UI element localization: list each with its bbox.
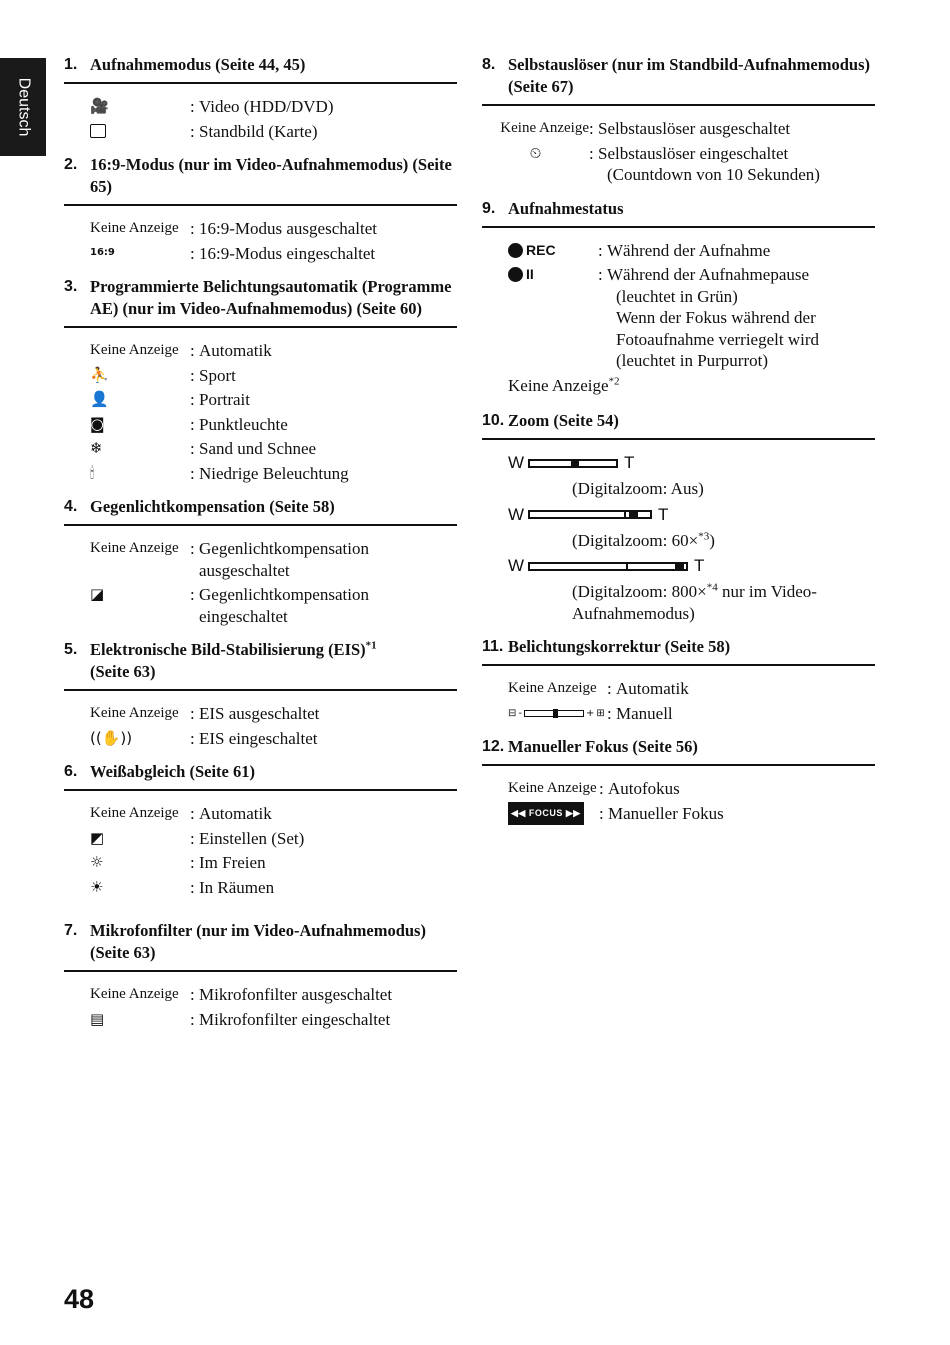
mic-filter-icon: ▤ <box>90 1009 105 1028</box>
section-zoom <box>482 410 875 624</box>
zoom-bar <box>528 510 652 519</box>
key-text: Keine Anzeige <box>90 705 179 721</box>
list-item: ◀◀ FOCUS ▶▶ : Manueller Fokus <box>482 803 875 825</box>
value-text: EIS ausgeschaltet <box>199 704 320 723</box>
value-text: Punktleuchte <box>199 414 288 434</box>
section-title: 16:9-Modus (nur im Video-Aufnahmemodus) (Seite 65) <box>90 155 452 196</box>
key-label <box>64 703 190 725</box>
language-tab-label: Deutsch <box>15 77 33 137</box>
value-text: 16:9-Modus ausgeschaltet <box>199 219 377 238</box>
section-heading <box>64 54 457 84</box>
right-column <box>482 54 875 836</box>
section-number: 11. <box>482 638 504 655</box>
section-heading <box>64 920 457 972</box>
key-text: Keine Anzeige <box>90 540 179 556</box>
value-text: Manueller Fokus <box>608 803 724 823</box>
bulb-icon: ☀ <box>90 877 104 896</box>
page-number: 48 <box>64 1284 95 1314</box>
value-text: Sand und Schnee <box>199 439 317 458</box>
value-text: Gegenlichtkompensation ausgeschaltet <box>199 539 369 580</box>
value-continuation: (Countdown von 10 Sekunden) <box>607 165 820 184</box>
value-text: Selbstauslöser ausgeschaltet <box>598 119 791 138</box>
footnote-marker: *3 <box>698 529 710 542</box>
value-text: Niedrige Beleuchtung <box>199 463 349 483</box>
value-continuation: (leuchtet in Purpurrot) <box>616 351 769 370</box>
value-text: Mikrofonfilter eingeschaltet <box>199 1009 391 1029</box>
zoom-wide-label: W <box>508 504 525 524</box>
section-heading <box>64 761 457 791</box>
section-6 <box>64 761 457 898</box>
key-text: Keine Anzeige <box>90 342 179 358</box>
list-item: ☀ : In Räumen <box>64 877 457 899</box>
list-item: ◩ : Einstellen (Set) <box>64 828 457 850</box>
value-text: Automatik <box>616 679 689 698</box>
sun-icon: ☼ <box>90 853 104 872</box>
key-label <box>64 538 190 560</box>
zoom-tele-label: T <box>658 504 669 524</box>
section-1 <box>64 54 457 142</box>
value-text: Video (HDD/DVD) <box>199 97 334 116</box>
zoom-caption: (Digitalzoom: Aus) <box>572 479 704 498</box>
section-heading <box>64 154 457 206</box>
section-number: 2. <box>64 156 78 173</box>
key-label <box>64 984 190 1006</box>
key-label <box>64 803 190 825</box>
section-number: 12. <box>482 738 505 755</box>
section-heading <box>64 276 457 328</box>
sport-icon: ⛹ <box>90 365 109 384</box>
rec-label: REC <box>526 241 556 258</box>
low-light-icon: 🕯 <box>90 463 95 482</box>
key-label <box>64 218 190 240</box>
key-label <box>482 778 599 800</box>
section-7 <box>64 920 457 1030</box>
language-tab <box>0 58 46 156</box>
wide-16-9-icon: 16:9 <box>90 247 115 259</box>
spotlight-icon: ◙ <box>90 414 105 433</box>
video-camera-icon: 🎥 <box>90 97 109 116</box>
section-number: 3. <box>64 278 78 295</box>
zoom-tele-label: T <box>694 556 705 575</box>
list-item: ⏲ : Selbstauslöser eingeschaltet (Countdown von 10 Sekunden) <box>482 143 875 186</box>
pause-indicator-icon <box>482 264 598 286</box>
footnote-marker: *1 <box>365 639 377 652</box>
list-item: Keine Anzeige : 16:9-Modus ausgeschaltet <box>64 218 457 240</box>
zoom-bar <box>528 562 688 571</box>
section-title: Aufnahmestatus <box>508 198 624 218</box>
list-item: ((✋)) : EIS eingeschaltet <box>64 728 457 750</box>
list-item: ❄ : Sand und Schnee <box>64 438 457 460</box>
section-title: Programmierte Belichtungsautomatik (Programme AE) (nur im Video-Aufnahmemodus) (Seite 60) <box>90 277 452 318</box>
key-label <box>482 118 589 140</box>
pause-label: II <box>526 266 534 282</box>
section-manual-focus <box>482 736 875 824</box>
value-text: Selbstauslöser eingeschaltet <box>598 143 789 163</box>
value-continuation: Wenn der Fokus während der <box>616 308 816 327</box>
value-text: Während der Aufnahmepause <box>607 265 810 284</box>
section-heading <box>482 198 875 228</box>
section-title: Aufnahmemodus (Seite 44, 45) <box>90 55 306 74</box>
value-text: In Räumen <box>199 877 275 897</box>
backlight-icon: ◪ <box>90 585 105 604</box>
section-5 <box>64 639 457 749</box>
card-icon <box>64 121 190 143</box>
list-item: Keine Anzeige : Automatik <box>482 678 875 700</box>
footnote-marker: *2 <box>608 374 620 387</box>
section-self-timer <box>482 54 875 186</box>
list-item: Keine Anzeige : Selbstauslöser ausgeschaltet <box>482 118 875 140</box>
section-number: 5. <box>64 641 78 658</box>
value-text: Gegenlichtkompensation eingeschaltet <box>199 585 369 626</box>
list-item: Keine Anzeige : EIS ausgeschaltet <box>64 703 457 725</box>
portrait-icon: 👤 <box>90 390 109 409</box>
section-exposure <box>482 636 875 724</box>
left-column <box>64 54 457 1042</box>
value-text: Automatik <box>199 804 272 823</box>
list-item: 16:9 : 16:9-Modus eingeschaltet <box>64 243 457 265</box>
key-text: Keine Anzeige <box>500 120 589 136</box>
zoom-caption: (Digitalzoom: 800×$^{*4}$ nur im Video-Aufnahmemodus) <box>572 581 817 623</box>
list-item: ◙ : Punktleuchte <box>64 414 457 436</box>
list-item: Keine Anzeige : Gegenlichtkompensation ausgeschaltet <box>64 538 457 581</box>
value-text: Standbild (Karte) <box>199 121 318 141</box>
rec-indicator-icon <box>482 240 598 262</box>
focus-label: FOCUS <box>528 807 563 818</box>
section-heading <box>64 639 457 691</box>
zoom-bar-row <box>508 504 875 526</box>
value-text: Automatik <box>199 341 272 360</box>
section-title: Mikrofonfilter (nur im Video-Aufnahmemodus) (Seite 63) <box>90 921 426 962</box>
zoom-bar <box>528 459 618 468</box>
section-heading <box>482 736 875 766</box>
section-2 <box>64 154 457 264</box>
white-balance-set-icon: ◩ <box>90 828 105 847</box>
section-number: 10. <box>482 412 505 429</box>
list-item: ☼ : Im Freien <box>64 852 457 874</box>
value-text: Während der Aufnahme <box>607 240 771 260</box>
eis-hand-icon: ((✋)) <box>90 728 133 747</box>
sand-snow-icon: ❄ <box>90 439 103 458</box>
zoom-caption: (Digitalzoom: 60×$^{*3}$) <box>572 529 715 550</box>
list-item: Keine Anzeige : Autofokus <box>482 778 875 800</box>
list-item: 👤 : Portrait <box>64 389 457 411</box>
key-text: Keine Anzeige <box>90 986 179 1002</box>
list-item: Keine Anzeige : Automatik <box>64 340 457 362</box>
list-item: : Standbild (Karte) <box>64 121 457 143</box>
zoom-tele-label: T <box>624 453 635 472</box>
section-number: 4. <box>64 498 78 515</box>
section-recording-status <box>482 198 875 397</box>
section-title: Elektronische Bild-Stabilisierung (EIS)$^{*1}$ (Seite 63) <box>90 639 377 681</box>
list-item: 🎥 : Video (HDD/DVD) <box>64 96 457 118</box>
key-text: Keine Anzeige <box>508 780 597 796</box>
zoom-wide-label: W <box>508 556 525 575</box>
self-timer-icon: ⏲ <box>529 143 542 162</box>
value-continuation: (leuchtet in Grün) <box>616 286 738 306</box>
list-item: REC : Während der Aufnahme <box>482 240 875 262</box>
section-title: Gegenlichtkompensation (Seite 58) <box>90 497 335 516</box>
section-title: Belichtungskorrektur (Seite 58) <box>508 637 731 656</box>
list-item <box>482 375 875 397</box>
key-text: Keine Anzeige <box>508 680 597 696</box>
exposure-bar-icon: ⊟ - + ⊞ <box>508 707 605 719</box>
list-item: 🕯 : Niedrige Beleuchtung <box>64 463 457 485</box>
list-item: ◪ : Gegenlichtkompensation eingeschaltet <box>64 584 457 627</box>
list-item: ▤ : Mikrofonfilter eingeschaltet <box>64 1009 457 1031</box>
value-continuation: Fotoaufnahme verriegelt wird <box>616 329 819 349</box>
footnote-marker: *4 <box>706 581 718 594</box>
section-heading <box>482 410 875 440</box>
section-number: 9. <box>482 199 496 217</box>
list-item: ⊟ - + ⊞ : Manuell <box>482 703 875 725</box>
section-heading <box>482 636 875 666</box>
section-title: Weißabgleich (Seite 61) <box>90 762 255 781</box>
section-heading <box>64 496 457 526</box>
section-4 <box>64 496 457 627</box>
value-text: Portrait <box>199 390 250 409</box>
zoom-bar-row <box>508 555 875 577</box>
zoom-bar-row <box>508 452 875 474</box>
section-title: Selbstauslöser (nur im Standbild-Aufnahmemodus) (Seite 67) <box>508 55 871 96</box>
manual-focus-icon: ◀◀ FOCUS ▶▶ <box>482 803 599 825</box>
section-heading <box>482 54 875 106</box>
zoom-wide-label: W <box>508 453 525 472</box>
section-number: 7. <box>64 922 78 939</box>
section-title: Zoom (Seite 54) <box>508 411 619 430</box>
list-item: II : Während der Aufnahmepause (leuchtet in Grün) Wenn der Fokus während der Fotoaufnahme verriegelt wird (leuchtet in Purpurrot) <box>482 264 875 372</box>
key-text: Keine Anzeige <box>90 805 179 821</box>
value-text: Sport <box>199 365 236 385</box>
value-text: Manuell <box>616 703 673 723</box>
value-text: Autofokus <box>608 779 680 798</box>
section-number: 6. <box>64 763 78 780</box>
value-text: Keine Anzeige <box>508 375 609 395</box>
list-item: ⛹ : Sport <box>64 365 457 387</box>
value-text: Einstellen (Set) <box>199 828 305 848</box>
key-text: Keine Anzeige <box>90 220 179 236</box>
list-item: Keine Anzeige : Mikrofonfilter ausgeschaltet <box>64 984 457 1006</box>
section-3 <box>64 276 457 484</box>
key-label <box>64 340 190 362</box>
value-text: Im Freien <box>199 853 266 872</box>
zoom-bars <box>482 452 875 624</box>
key-label <box>482 678 607 700</box>
value-text: Mikrofonfilter ausgeschaltet <box>199 985 393 1004</box>
section-title: Manueller Fokus (Seite 56) <box>508 737 698 756</box>
value-text: EIS eingeschaltet <box>199 728 318 748</box>
section-number: 8. <box>482 56 496 73</box>
section-number: 1. <box>64 56 78 73</box>
value-text: 16:9-Modus eingeschaltet <box>199 243 376 263</box>
list-item: Keine Anzeige : Automatik <box>64 803 457 825</box>
